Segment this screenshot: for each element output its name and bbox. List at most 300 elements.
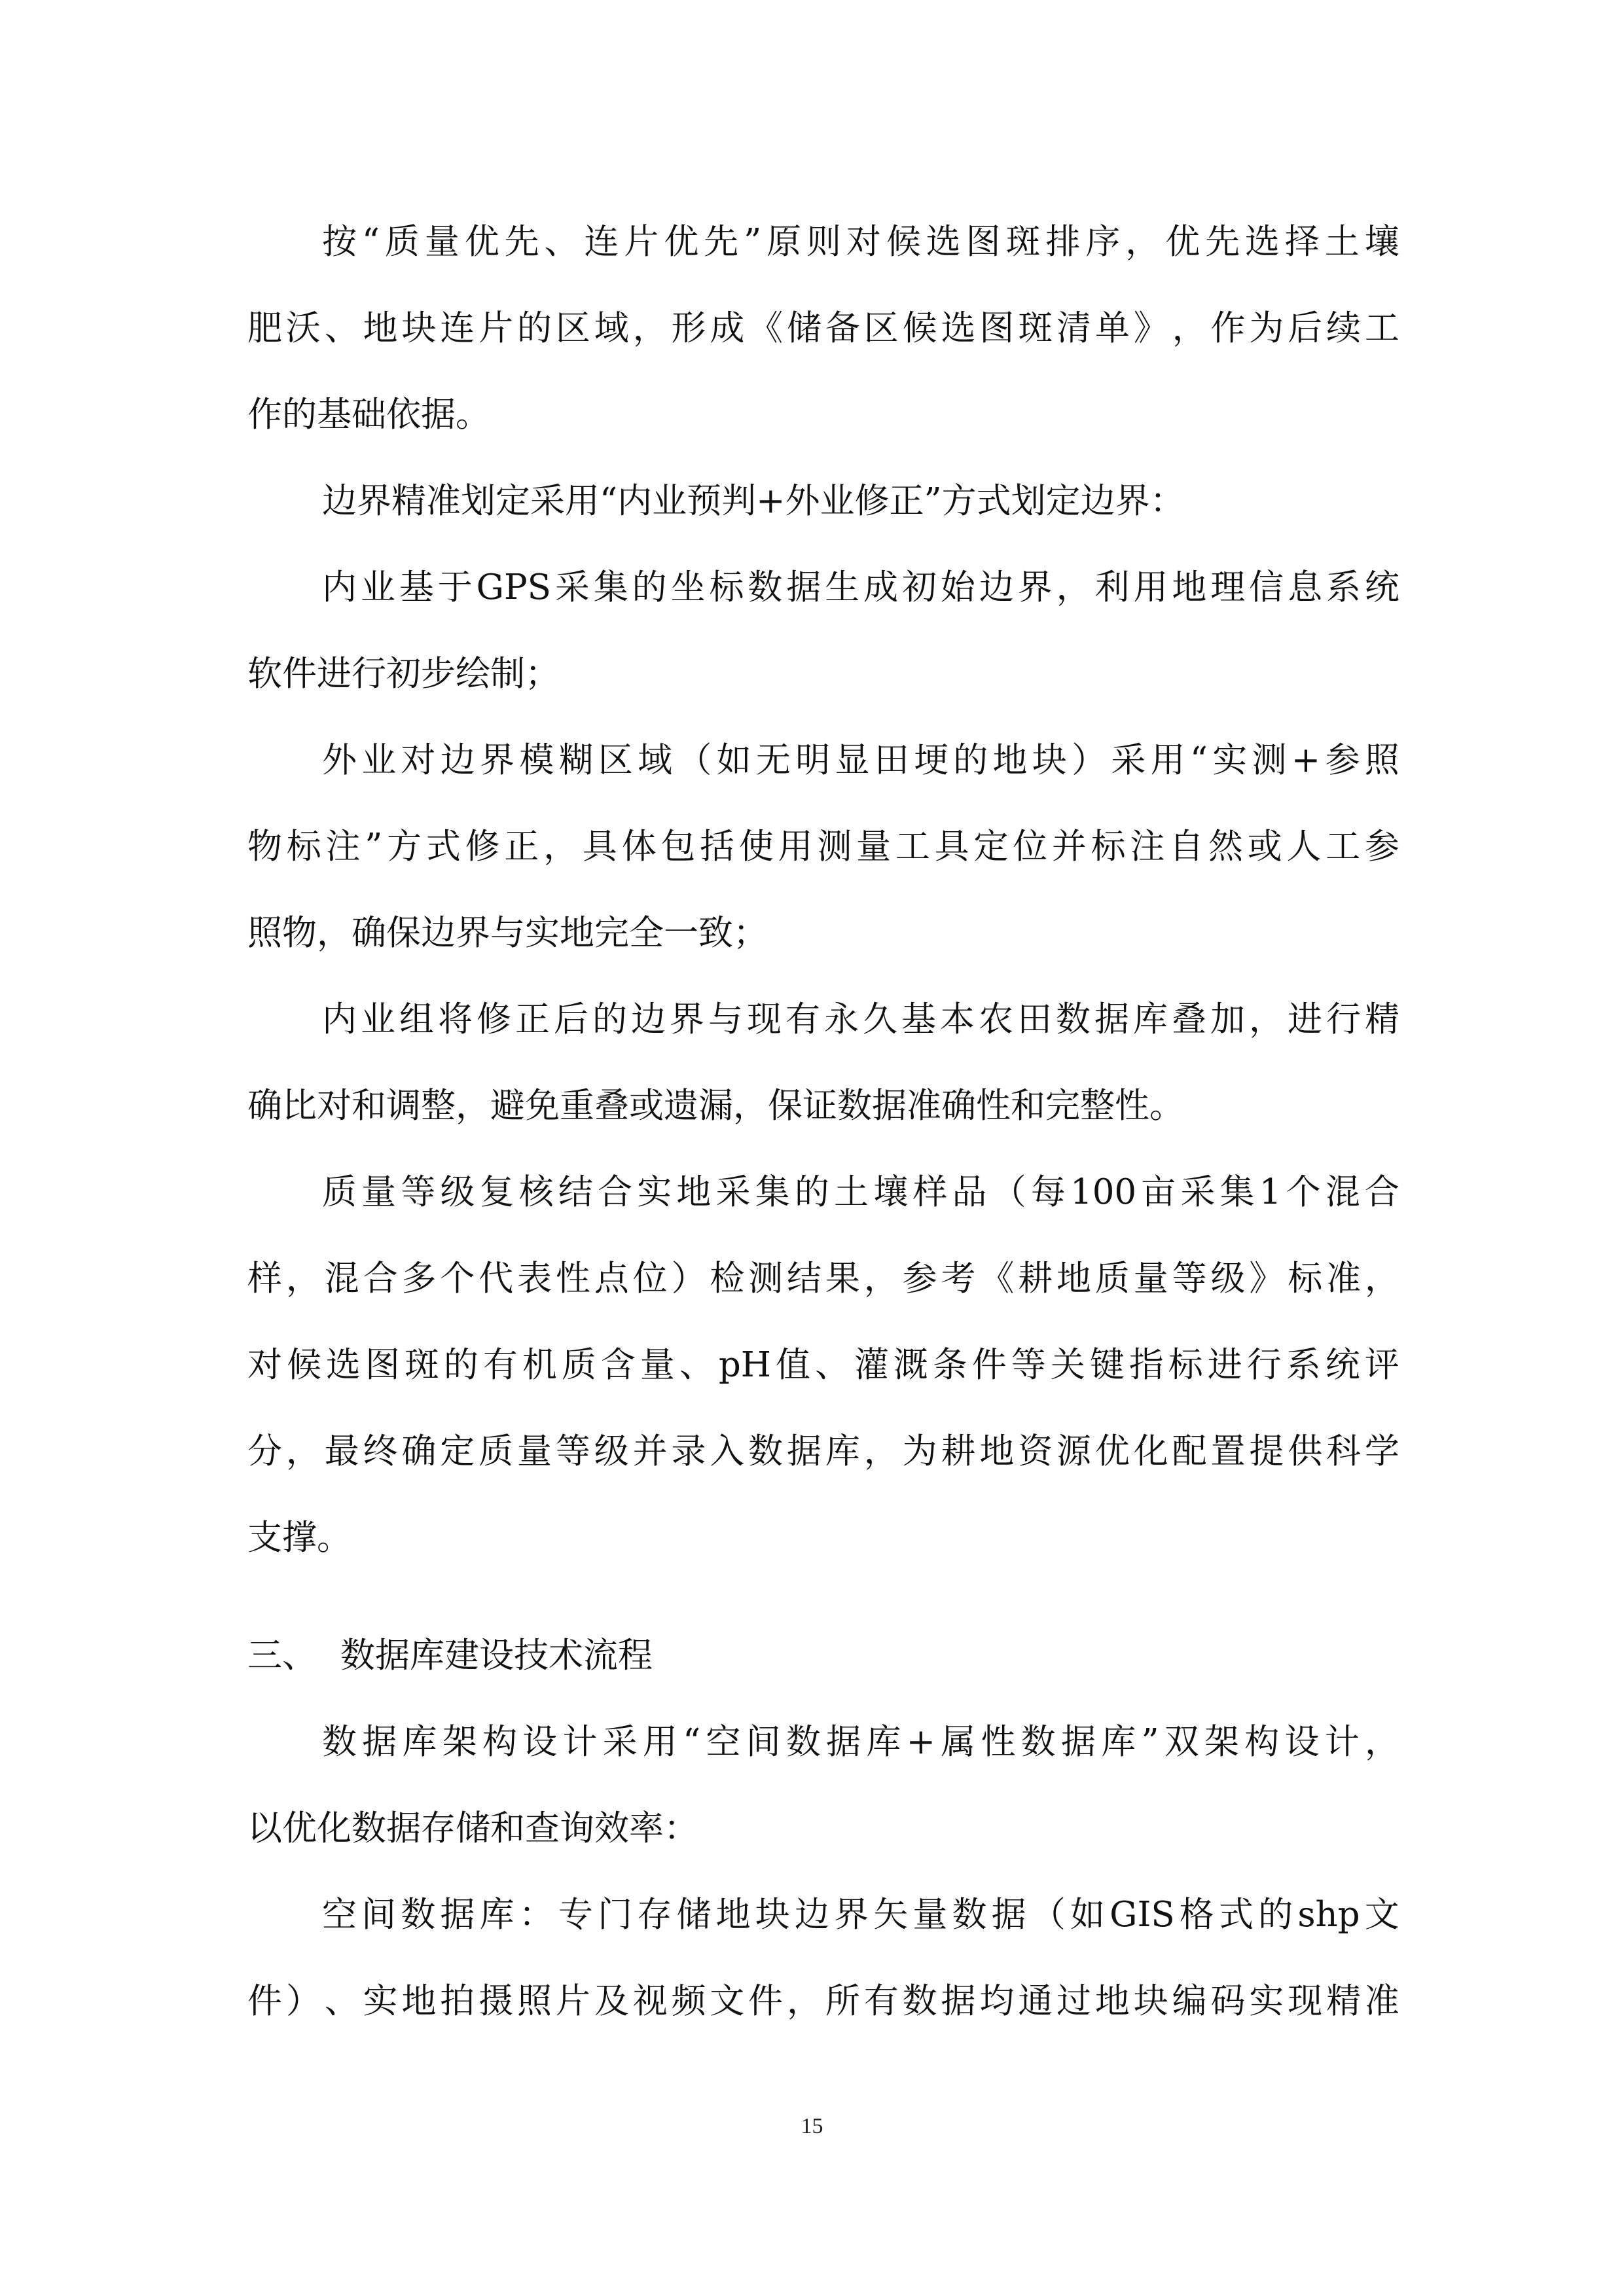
glyph: 含 xyxy=(600,1345,636,1385)
glyph: 终 xyxy=(363,1431,398,1471)
glyph: 注 xyxy=(1130,827,1165,867)
para-2-line-1: 边界精准划定采用“内业预判+外业修正”方式划定边界： xyxy=(322,481,1185,521)
glyph: 后 xyxy=(1288,308,1323,348)
glyph: 质 xyxy=(561,1345,596,1385)
glyph: ， xyxy=(543,827,579,867)
glyph: 性 xyxy=(555,1259,590,1299)
glyph: 清 xyxy=(1056,308,1092,348)
glyph: 耕 xyxy=(941,1431,976,1471)
glyph: 地 xyxy=(363,308,398,348)
para-3-line-1 xyxy=(322,562,1399,614)
glyph: 组 xyxy=(399,999,434,1039)
glyph: 物 xyxy=(247,827,282,867)
glyph: 编 xyxy=(1172,1981,1207,2021)
glyph: 则 xyxy=(806,222,841,262)
glyph: 量 xyxy=(517,1431,552,1471)
glyph: 式 xyxy=(1219,1895,1254,1935)
glyph: 实 xyxy=(1249,1981,1284,2021)
glyph: 图 xyxy=(965,222,1001,262)
glyph: 门 xyxy=(598,1895,633,1935)
glyph: 业 xyxy=(361,999,395,1039)
glyph: ， xyxy=(1364,1259,1399,1299)
glyph: 的 xyxy=(443,1345,478,1385)
glyph: 择 xyxy=(1284,222,1320,262)
glyph: 分 xyxy=(247,1431,282,1471)
glyph: 图 xyxy=(365,1345,400,1385)
glyph: 库 xyxy=(1101,1722,1136,1762)
glyph: 数 xyxy=(748,1431,784,1471)
glyph: 永 xyxy=(824,999,859,1039)
glyph: 参 xyxy=(902,1259,937,1299)
glyph: 件 xyxy=(748,1981,784,2021)
glyph: 数 xyxy=(748,567,783,607)
glyph: 数 xyxy=(1020,1722,1056,1762)
glyph: 合 xyxy=(1364,1172,1399,1212)
glyph: 具 xyxy=(582,827,617,867)
para-6-line-2 xyxy=(247,1253,1399,1305)
glyph: 业 xyxy=(360,567,395,607)
glyph: 候 xyxy=(286,1345,321,1385)
glyph: 通 xyxy=(1018,1981,1053,2021)
glyph: 测 xyxy=(1252,740,1287,780)
glyph: 表 xyxy=(517,1259,552,1299)
glyph: 储 xyxy=(787,308,822,348)
glyph: 如 xyxy=(716,740,751,780)
glyph: 均 xyxy=(979,1981,1015,2021)
glyph: 的 xyxy=(517,308,552,348)
glyph: 键 xyxy=(1089,1345,1125,1385)
glyph: “ xyxy=(1189,740,1208,780)
glyph: 的 xyxy=(632,567,667,607)
glyph: 进 xyxy=(1288,999,1322,1039)
glyph: 件 xyxy=(971,1345,1007,1385)
glyph: 性 xyxy=(981,1722,1016,1762)
glyph: 据 xyxy=(787,1431,822,1471)
glyph: 提 xyxy=(1249,1431,1284,1471)
glyph: 设 xyxy=(1284,1722,1320,1762)
glyph: 据 xyxy=(1094,999,1129,1039)
glyph: 沃 xyxy=(285,308,321,348)
glyph: 作 xyxy=(1210,308,1246,348)
glyph: 显 xyxy=(835,740,870,780)
para-7-line-2: 以优化数据存储和查询效率： xyxy=(247,1808,698,1848)
glyph: 入 xyxy=(710,1431,745,1471)
glyph: 存 xyxy=(637,1895,672,1935)
glyph: + xyxy=(906,1722,936,1762)
glyph: 修 xyxy=(465,827,500,867)
glyph: 据 xyxy=(786,567,821,607)
glyph: 模 xyxy=(519,740,554,780)
glyph: 属 xyxy=(941,1722,976,1762)
glyph: 加 xyxy=(1210,999,1245,1039)
glyph: 标 xyxy=(1288,1259,1323,1299)
glyph: 质 xyxy=(1094,1259,1130,1299)
glyph: 资 xyxy=(1018,1431,1053,1471)
glyph: ， xyxy=(863,1431,899,1471)
glyph: 连 xyxy=(584,222,619,262)
glyph: 现 xyxy=(747,999,782,1039)
glyph: 精 xyxy=(1365,999,1399,1039)
glyph: 测 xyxy=(817,827,852,867)
glyph: 数 xyxy=(785,1722,821,1762)
glyph: 库 xyxy=(1133,999,1168,1039)
glyph: 然 xyxy=(1208,827,1243,867)
glyph: 优 xyxy=(1094,1431,1130,1471)
glyph: （ xyxy=(991,1172,1026,1212)
glyph: ， xyxy=(285,1259,321,1299)
glyph: 集 xyxy=(1219,1172,1255,1212)
glyph: 量 xyxy=(856,827,892,867)
glyph: 化 xyxy=(1133,1431,1168,1471)
glyph: 、 xyxy=(679,1345,714,1385)
glyph: 无 xyxy=(755,740,791,780)
glyph: 有 xyxy=(785,999,820,1039)
glyph: 区 xyxy=(598,740,633,780)
glyph: 等 xyxy=(401,1172,436,1212)
glyph: 质 xyxy=(384,222,420,262)
glyph: 据 xyxy=(362,1722,397,1762)
glyph: 间 xyxy=(746,1722,781,1762)
glyph: 利 xyxy=(1094,567,1130,607)
glyph: 如 xyxy=(1070,1895,1105,1935)
glyph: 地 xyxy=(1056,1259,1092,1299)
glyph: 壤 xyxy=(873,1172,909,1212)
glyph: 正 xyxy=(515,999,550,1039)
glyph: 图 xyxy=(979,308,1015,348)
glyph: 块 xyxy=(755,1895,790,1935)
glyph: 斑 xyxy=(404,1345,439,1385)
glyph: 参 xyxy=(1364,827,1399,867)
glyph: 选 xyxy=(1244,222,1280,262)
glyph: 结 xyxy=(558,1172,593,1212)
para-1-line-3: 作的基础依据。 xyxy=(247,395,490,435)
glyph: 用 xyxy=(778,827,813,867)
glyph: 核 xyxy=(518,1172,554,1212)
glyph: 界 xyxy=(480,740,515,780)
glyph: 用 xyxy=(1150,740,1185,780)
glyph: 评 xyxy=(1364,1345,1399,1385)
glyph: 数 xyxy=(401,1895,436,1935)
glyph: 等 xyxy=(1172,1259,1207,1299)
glyph: 坐 xyxy=(670,567,706,607)
glyph: 量 xyxy=(640,1345,675,1385)
para-5-line-1 xyxy=(322,994,1399,1046)
glyph: 100 xyxy=(1070,1172,1137,1212)
glyph: 最 xyxy=(324,1431,359,1471)
glyph: 或 xyxy=(1247,827,1282,867)
glyph: 供 xyxy=(1288,1431,1323,1471)
glyph: 人 xyxy=(1286,827,1322,867)
glyph: 选 xyxy=(926,222,961,262)
glyph: 置 xyxy=(1210,1431,1246,1471)
glyph: 的 xyxy=(953,740,988,780)
glyph: 空 xyxy=(322,1895,357,1935)
glyph: 单 xyxy=(1094,308,1130,348)
glyph: 块 xyxy=(401,308,437,348)
glyph: 合 xyxy=(363,1259,398,1299)
glyph: 照 xyxy=(1364,740,1399,780)
glyph: 并 xyxy=(1051,827,1087,867)
glyph: 为 xyxy=(902,1431,937,1471)
glyph: 文 xyxy=(710,1981,745,2021)
glyph: 准 xyxy=(1364,1981,1399,2021)
glyph: 域 xyxy=(594,308,629,348)
glyph: 》 xyxy=(1133,308,1168,348)
glyph: 斑 xyxy=(1005,222,1041,262)
glyph: 采 xyxy=(602,1722,638,1762)
glyph: 定 xyxy=(973,827,1009,867)
glyph: 地 xyxy=(992,740,1028,780)
glyph: 采 xyxy=(1180,1172,1216,1212)
glyph: 指 xyxy=(1128,1345,1164,1385)
glyph: 据 xyxy=(826,1722,861,1762)
glyph: 频 xyxy=(671,1981,706,2021)
glyph: + xyxy=(1291,740,1321,780)
glyph: 》 xyxy=(1249,1259,1284,1299)
glyph: 有 xyxy=(863,1981,899,2021)
glyph: 溉 xyxy=(893,1345,928,1385)
glyph: 标 xyxy=(286,827,321,867)
glyph: 地 xyxy=(979,1431,1015,1471)
para-4-line-1 xyxy=(322,734,1399,787)
glyph: 式 xyxy=(425,827,461,867)
glyph: 关 xyxy=(1050,1345,1085,1385)
glyph: 成 xyxy=(710,308,745,348)
glyph: 斑 xyxy=(1018,308,1053,348)
glyph: （ xyxy=(1030,1895,1066,1935)
glyph: ， xyxy=(632,308,668,348)
glyph: 机 xyxy=(522,1345,557,1385)
glyph: 行 xyxy=(1326,999,1361,1039)
glyph: 学 xyxy=(1364,1431,1399,1471)
glyph: 库 xyxy=(866,1722,901,1762)
glyph: 标 xyxy=(1091,827,1126,867)
glyph: ， xyxy=(863,1259,899,1299)
glyph: 据 xyxy=(941,1981,976,2021)
glyph: 标 xyxy=(1168,1345,1203,1385)
glyph: 级 xyxy=(440,1172,475,1212)
glyph: 间 xyxy=(361,1895,397,1935)
glyph: 土 xyxy=(1324,222,1360,262)
glyph: 土 xyxy=(834,1172,869,1212)
glyph: 体 xyxy=(621,827,657,867)
glyph: ， xyxy=(1125,222,1161,262)
glyph: 初 xyxy=(902,567,937,607)
glyph: 合 xyxy=(598,1172,633,1212)
glyph: 计 xyxy=(1324,1722,1360,1762)
glyph: ， xyxy=(1172,308,1207,348)
glyph: 结 xyxy=(787,1259,822,1299)
glyph: 《 xyxy=(748,308,784,348)
glyph: 片 xyxy=(624,222,659,262)
glyph: 的 xyxy=(794,1172,829,1212)
glyph: 文 xyxy=(1364,1895,1399,1935)
glyph: GPS xyxy=(476,567,551,607)
glyph: 地 xyxy=(715,1895,751,1935)
glyph: 拍 xyxy=(440,1981,475,2021)
glyph: 正 xyxy=(504,827,539,867)
glyph: 果 xyxy=(825,1259,860,1299)
glyph: 具 xyxy=(934,827,969,867)
glyph: 、 xyxy=(814,1345,850,1385)
glyph: ） xyxy=(285,1981,321,2021)
glyph: 先 xyxy=(704,222,739,262)
glyph: 数 xyxy=(902,1981,937,2021)
glyph: 后 xyxy=(554,999,588,1039)
glyph: 进 xyxy=(1207,1345,1242,1385)
glyph: 数 xyxy=(952,1895,987,1935)
glyph: 代 xyxy=(478,1259,514,1299)
glyph: 条 xyxy=(932,1345,967,1385)
glyph: 系 xyxy=(1326,567,1361,607)
glyph: 生 xyxy=(825,567,860,607)
glyph: 复 xyxy=(479,1172,514,1212)
glyph: 统 xyxy=(1325,1345,1360,1385)
glyph: 质 xyxy=(322,1172,357,1212)
glyph: 候 xyxy=(902,308,937,348)
glyph: 双 xyxy=(1164,1722,1199,1762)
glyph: 括 xyxy=(700,827,735,867)
glyph: 的 xyxy=(1258,1895,1293,1935)
section-heading xyxy=(247,1630,653,1682)
glyph: 久 xyxy=(863,999,897,1039)
glyph: 块 xyxy=(1032,740,1067,780)
glyph: 理 xyxy=(1210,567,1246,607)
glyph: 个 xyxy=(440,1259,475,1299)
glyph: 每 xyxy=(1030,1172,1066,1212)
glyph: 续 xyxy=(1326,308,1362,348)
glyph: 外 xyxy=(322,740,357,780)
glyph: 测 xyxy=(748,1259,784,1299)
glyph: 位 xyxy=(632,1259,668,1299)
glyph: ” xyxy=(744,222,762,262)
glyph: 壤 xyxy=(1364,222,1399,262)
glyph: 原 xyxy=(767,222,802,262)
glyph: 级 xyxy=(1210,1259,1246,1299)
glyph: 优 xyxy=(464,222,499,262)
glyph: 检 xyxy=(710,1259,745,1299)
glyph: 内 xyxy=(322,567,357,607)
glyph: 对 xyxy=(401,740,436,780)
para-4-line-3: 照物，确保边界与实地完全一致； xyxy=(247,913,768,953)
glyph: 工 xyxy=(1326,827,1361,867)
glyph: 包 xyxy=(660,827,696,867)
glyph: 息 xyxy=(1288,567,1323,607)
glyph: 采 xyxy=(715,1172,751,1212)
glyph: 肥 xyxy=(247,308,282,348)
glyph: 据 xyxy=(991,1895,1026,1935)
section-title: 数据库建设技术流程 xyxy=(340,1636,653,1676)
glyph: 方 xyxy=(387,827,422,867)
glyph: 界 xyxy=(1017,567,1053,607)
glyph: 等 xyxy=(555,1431,590,1471)
glyph: 统 xyxy=(1364,567,1399,607)
glyph: 格 xyxy=(1179,1895,1214,1935)
glyph: 对 xyxy=(846,222,881,262)
glyph: 及 xyxy=(594,1981,629,2021)
glyph: ” xyxy=(365,827,383,867)
glyph: 量 xyxy=(912,1895,948,1935)
glyph: pH xyxy=(718,1345,771,1385)
glyph: 成 xyxy=(863,567,899,607)
glyph: 片 xyxy=(478,308,514,348)
glyph: 地 xyxy=(1172,567,1207,607)
glyph: ， xyxy=(787,1981,822,2021)
glyph: 与 xyxy=(708,999,743,1039)
glyph: 位 xyxy=(1013,827,1048,867)
glyph: 照 xyxy=(517,1981,552,2021)
glyph: 配 xyxy=(1172,1431,1207,1471)
glyph: 排 xyxy=(1045,222,1081,262)
glyph: 混 xyxy=(324,1259,359,1299)
glyph: 于 xyxy=(437,567,473,607)
glyph: 田 xyxy=(1017,999,1052,1039)
glyph: 、 xyxy=(544,222,579,262)
glyph: （ xyxy=(677,740,712,780)
glyph: 形 xyxy=(671,308,706,348)
glyph: 、 xyxy=(324,1981,359,2021)
glyph: 库 xyxy=(479,1895,514,1935)
glyph: “ xyxy=(683,1722,701,1762)
glyph: 工 xyxy=(1364,308,1399,348)
glyph: 所 xyxy=(825,1981,860,2021)
para-7-line-1 xyxy=(322,1716,1399,1768)
glyph: 田 xyxy=(874,740,909,780)
glyph: 据 xyxy=(440,1895,475,1935)
glyph: 现 xyxy=(1288,1981,1323,2021)
glyph: 数 xyxy=(1056,999,1091,1039)
glyph: 自 xyxy=(1169,827,1204,867)
glyph: 信 xyxy=(1249,567,1284,607)
para-8-line-1 xyxy=(322,1889,1399,1941)
glyph: 选 xyxy=(325,1345,361,1385)
glyph: 多 xyxy=(401,1259,437,1299)
glyph: ） xyxy=(1072,740,1107,780)
glyph: 候 xyxy=(886,222,921,262)
glyph: 地 xyxy=(401,1981,437,2021)
glyph: 量 xyxy=(1133,1259,1168,1299)
glyph: 选 xyxy=(941,308,976,348)
glyph: 基 xyxy=(901,999,936,1039)
glyph: 备 xyxy=(825,308,860,348)
glyph: 埂 xyxy=(913,740,948,780)
glyph: 始 xyxy=(940,567,975,607)
glyph: 块 xyxy=(1133,1981,1168,2021)
para-3-line-2: 软件进行初步绘制； xyxy=(247,654,560,694)
glyph: 级 xyxy=(594,1431,629,1471)
glyph: 用 xyxy=(642,1722,677,1762)
glyph: 采 xyxy=(554,567,590,607)
glyph: 考 xyxy=(941,1259,976,1299)
glyph: 有 xyxy=(482,1345,518,1385)
para-1-line-1 xyxy=(322,216,1399,268)
glyph: 采 xyxy=(1111,740,1146,780)
glyph: ） xyxy=(671,1259,706,1299)
glyph: 内 xyxy=(322,999,357,1039)
glyph: 据 xyxy=(1060,1722,1096,1762)
glyph: 构 xyxy=(1244,1722,1280,1762)
glyph: 定 xyxy=(440,1431,475,1471)
section-number: 三、 xyxy=(247,1636,317,1676)
glyph: 使 xyxy=(738,827,774,867)
glyph: 实 xyxy=(637,1172,672,1212)
glyph: 地 xyxy=(676,1172,712,1212)
glyph: 量 xyxy=(424,222,460,262)
glyph: 农 xyxy=(979,999,1013,1039)
glyph: 优 xyxy=(664,222,699,262)
glyph: 量 xyxy=(361,1172,397,1212)
glyph: shp xyxy=(1297,1895,1360,1935)
